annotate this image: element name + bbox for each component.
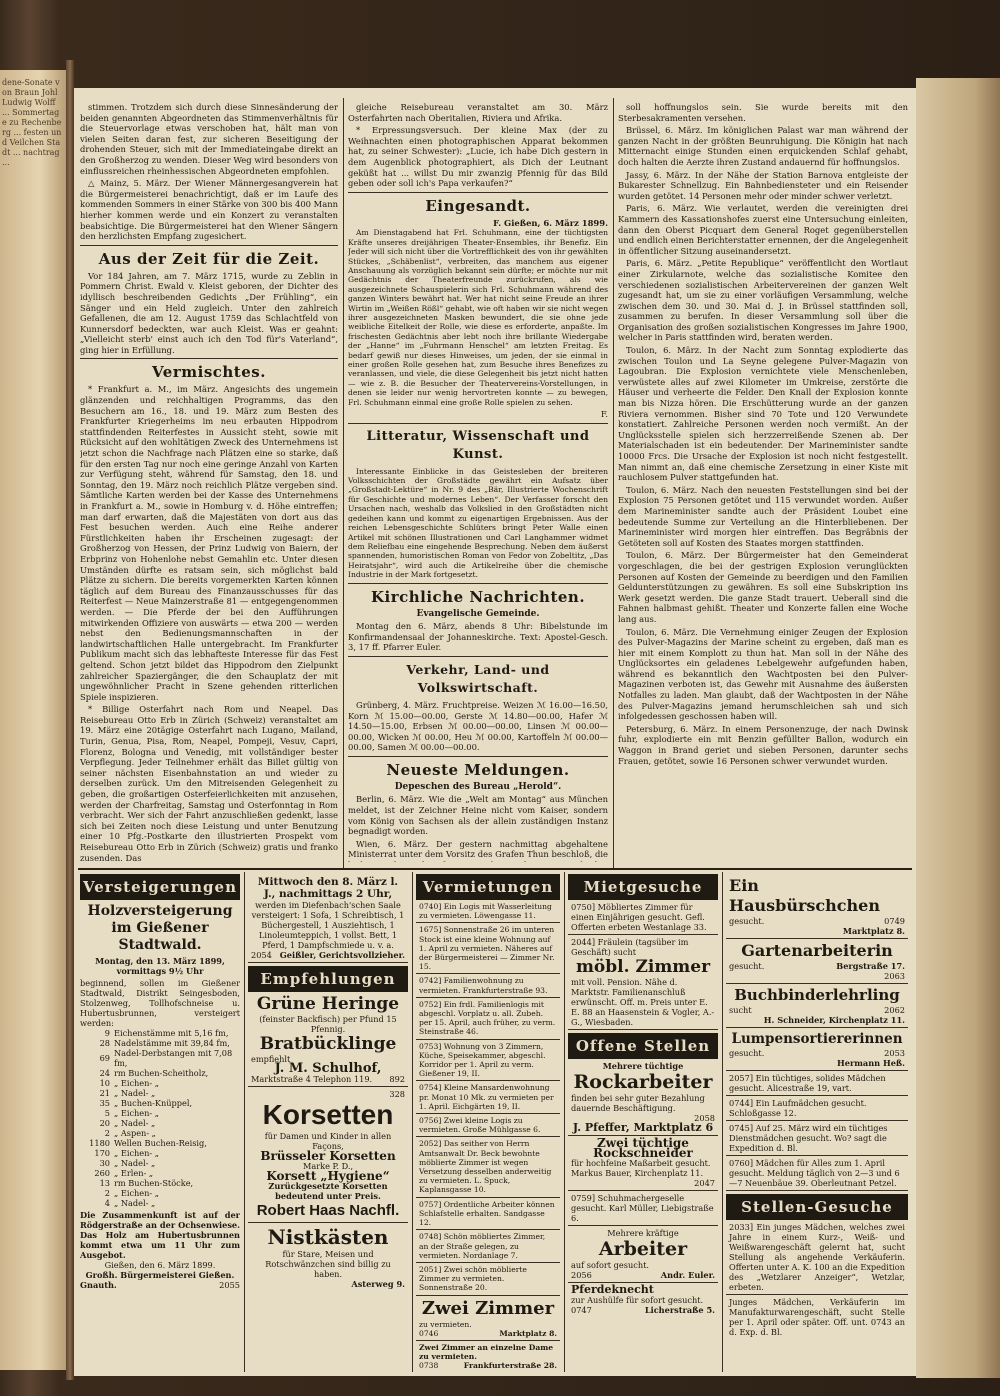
- ad-title: Lumpensortiererinnen: [731, 1031, 903, 1047]
- wood-description: „ Nadel- „: [114, 1118, 156, 1128]
- ad-text: 2044] Fräulein (tagsüber im Geschäft) sucht: [571, 937, 689, 957]
- article-text: Toulon, 6. März. Die Vernehmung einiger Zeugen der Explosion des Pulver-Magazins der Marine scheint zu ergeben, daß man es hier mit einem Komplott zu thun hat. Man soll in der Nähe des Unglücksortes ein geladenes Lebelgewehr aufgefunden haben, während es bekanntlich den Wachtposten bei den Pulver-Magazinen verboten ist, das Gewehr mit Ausnahme des äußersten Notfalles zu laden. Man glaubt, daß der Wachtposten in der Nähe des Pulver-Magazins jemand herumschleichen sah und sich infolgedessen geschossen haben will.: [618, 626, 908, 722]
- ad-number: 0746: [419, 1328, 439, 1338]
- article-text: Paris, 6. März. „Petite Republique“ veröffentlicht den Wortlaut einer Zirkularnote, welche das sozialistische Komitee den verschiedenen sozialistischen Arbeitervereinen der ganzen Welt zugesandt hat, um sie zu einer vorläufigen Versammlung, welche zwischen dem 30. und 30. Mai d. J. in Brüssel stattfinden soll, zusammen zu berufen. In dieser Versammlung soll über die Organisation des großen sozialistischen Kongresses im Jahre 1900, welcher in Paris stattfinden wird, beraten werden.: [618, 258, 908, 343]
- wood-description: rm Buchen-Scheitholz,: [114, 1068, 209, 1078]
- section-heading: Neueste Meldungen.: [386, 760, 570, 779]
- wood-quantity: 24: [99, 1068, 110, 1078]
- subheading: Depeschen des Bureau „Herold“.: [394, 781, 562, 792]
- column-rule: [564, 872, 565, 1372]
- ad-signature: Großh. Bürgermeisterei Gießen.: [85, 1270, 235, 1280]
- ad-text: Junges Mädchen, Verkäuferin im Manufakturwarengeschäft, sucht Stelle per 1. April oder später. Off. unt. 0743 an d. Exp. d. Bl.: [729, 1297, 905, 1337]
- wood-list-row: [80, 1118, 240, 1128]
- ad-column-gesuche: [726, 874, 908, 1372]
- section-heading: Litteratur, Wissenschaft und Kunst.: [366, 428, 590, 462]
- ad-number: 0749: [884, 916, 905, 926]
- rental-ad: 0757] Ordentliche Arbeiter können Schlafstelle erhalten. Sandgasse 12.: [416, 1198, 560, 1231]
- ad-number: 328: [389, 1089, 405, 1099]
- dateline: F. Gießen, 6. März 1899.: [493, 217, 608, 228]
- ad-number: 0747: [571, 1305, 592, 1315]
- ad-text: gesucht.: [729, 961, 765, 971]
- ad-title: Zwei tüchtige Rockschneider: [593, 1136, 693, 1160]
- article-text: Toulon, 6. März. In der Nacht zum Sonntag explodierte das zwischen Toulon und La Seyne gelegene Pulver-Magazin von Lagoubran. Die Explosion vernichtete viele Menschenleben, verwüstete alles auf zwei Kilometer im Umkreise, zerstörte die Häuser und verheerte die Felder. Den Knall der Explosion konnte man bis Nizza hören. Die Erschütterung wurde an der ganzen Riviera vernommen. Bisher sind 70 Tote und 120 Verwundete konstatiert. Zahlreiche Personen werden noch vermißt. An der Unglücksstelle spielen sich herzzerreißende Szenen ab. Der Materialschaden ist ein bedeutender. Der Marineminister sandte 10000 Frcs. Die Ursache der Explosion ist noch nicht festgestellt. Man nimmt an, daß eine chemische Zersetzung in einer Kiste mit rauchlosem Pulver stattgefunden hat.: [618, 345, 908, 483]
- column-rule: [412, 872, 413, 1372]
- section-heading: Verkehr, Land- und Volkswirtschaft.: [406, 661, 550, 695]
- ad-lumpen: [726, 1028, 908, 1071]
- wood-quantity: 20: [99, 1118, 110, 1128]
- section-heading: Vermischtes.: [152, 363, 266, 382]
- ad-title: Grüne Heringe: [256, 994, 400, 1014]
- wood-description: rm Buchen-Stöcke,: [114, 1178, 194, 1188]
- column-1: [80, 102, 338, 862]
- ad-title: Korsetten: [262, 1099, 394, 1130]
- ad-buchbinder: [726, 984, 908, 1028]
- section-heading: Kirchliche Nachrichten.: [370, 587, 586, 606]
- ad-title: Pferdeknecht: [571, 1283, 654, 1296]
- wood-description: „ Eichen- „: [114, 1078, 160, 1088]
- ad-address: Asterweg 9.: [351, 1279, 405, 1289]
- ad-address: Frankfurterstraße 28.: [463, 1361, 557, 1371]
- ad-text: empfiehlt: [251, 1054, 291, 1064]
- small-ad: 2057] Ein tüchtiges, solides Mädchen gesucht. Alicestraße 19, vart.: [726, 1071, 908, 1096]
- ad-title: Holzversteigerung im Gießener Stadtwald.: [87, 903, 233, 953]
- ad-signature: J. Pfeffer, Marktplatz 6: [572, 1121, 714, 1134]
- wood-list-row: [80, 1108, 240, 1118]
- divider: [348, 423, 608, 424]
- ad-text: für hochfeine Maßarbeit gesucht. Markus Bauer, Kirchenplatz 11.: [571, 1158, 711, 1178]
- wood-quantity: 2: [104, 1128, 110, 1138]
- column-rule: [244, 872, 245, 1372]
- ad-title: Korsett „Hygiene“: [266, 1169, 390, 1183]
- ad-zwei-zimmer: [416, 1296, 560, 1341]
- wood-list-row: [80, 1048, 240, 1068]
- rental-ad: 1675] Sonnenstraße 26 im unteren Stock ist eine kleine Wohnung auf 1. April zu vermieten. Näheres auf der Bürgermeisterei — Zimmer Nr. 15.: [416, 923, 560, 974]
- divider: [80, 245, 338, 246]
- newspaper-page: [74, 88, 916, 1376]
- rental-ad: 2052] Das seither von Herrn Amtsanwalt Dr. Beck bewohnte möblierte Zimmer ist wegen Versetzung desselben anderweitig zu vermieten. L. Spuck, Kaplansgasse 10.: [416, 1137, 560, 1197]
- divider: [348, 756, 608, 757]
- ad-column-empfehlungen: [248, 874, 408, 1372]
- ad-text: Zwei Zimmer an einzelne Dame zu vermieten.: [419, 1342, 554, 1362]
- rental-ad: 0756] Zwei kleine Logis zu vermieten. Große Mühlgasse 6.: [416, 1114, 560, 1137]
- divider: [348, 192, 608, 193]
- ad-address: H. Schneider, Kirchenplatz 11.: [763, 1015, 905, 1025]
- column-rule: [343, 98, 344, 868]
- ad-signature: Robert Haas Nachfl.: [256, 1202, 400, 1219]
- page-edges: [916, 78, 1000, 1378]
- small-ad: 0744] Ein Laufmädchen gesucht. Schloßgasse 12.: [726, 1096, 908, 1121]
- ad-signature: Geißler, Gerichtsvollzieher.: [279, 950, 405, 960]
- wood-list-row: [80, 1078, 240, 1088]
- wood-quantity: 35: [99, 1098, 110, 1108]
- section-banner: Versteigerungen: [80, 874, 240, 900]
- article-text: Toulon, 6. März. Nach den neuesten Feststellungen sind bei der Explosion 75 Personen getötet und 115 verwundet worden. Außer dem Marineminister sandte auch der Präsident Loubet eine bedeutende Summe zur Verteilung an die Hinterbliebenen. Der Marineminister wird morgen hier eintreffen. Das Begräbnis der Getöteten soll auf Kosten des Staates morgen stattfinden.: [618, 484, 908, 548]
- ad-text: sucht: [729, 1005, 752, 1015]
- wood-description: „ Buchen-Knüppel,: [114, 1098, 193, 1108]
- ad-text: (feinster Backfisch) per Pfund 15 Pfennig.: [259, 1014, 397, 1034]
- ad-column-vermietungen: [416, 874, 560, 1372]
- divider: [80, 358, 338, 359]
- ad-title: Rockarbeiter: [573, 1071, 713, 1093]
- wood-description: „ Nadel- „: [114, 1088, 156, 1098]
- article-text: * Billige Osterfahrt nach Rom und Neapel. Das Reisebureau Otto Erb in Zürich (Schweiz) veranstaltet am 19. März eine 20tägige Osterfahrt nach Lugano, Mailand, Turin, Genua, Pisa, Rom, Neapel, Pompeji, Vesuv, Capri, Florenz, Bologna und Venedig, mit vollständiger bester Verpflegung. Jeder Teilnehmer erhält das Billet gültig von seiner nächsten Eisenbahnstation an und wieder zu derselben zurück. Um den Mitreisenden Gelegenheit zu geben, die großartigen Osterfeierlichkeiten mit anzusehen, werden der Charfreitag, Samstag und Osterfonntag in Rom verbracht. Wer sich der Fahrt anzuschließen gedenkt, lasse sich bei Zeiten noch diese Leistung und unter Benutzung einer 10 Pfg.-Postkarte den illustrierten Prospekt vom Reisebureau Otto Erb in Zürich (Schweiz) gratis und franko zusenden. Das: [80, 704, 338, 862]
- ad-address: Marktplatz 8.: [842, 926, 905, 936]
- ad-title: Zwei Zimmer: [421, 1297, 555, 1319]
- wood-quantity: 170: [94, 1148, 110, 1158]
- divider: [348, 656, 608, 657]
- ad-text: mit voll. Pension. Nähe d. Marktstr. Familienanschluß erwünscht. Off. m. Preis unter E. E. 88 an Haasenstein & Vogler, A.-G., Wiesbaden.: [571, 977, 715, 1027]
- ad-number: 2062: [884, 1005, 905, 1015]
- signature: F.: [600, 409, 608, 420]
- wood-description: Nadel-Derbstangen mit 7,08 fm,: [114, 1048, 233, 1068]
- wood-quantity: 5: [104, 1108, 110, 1118]
- wood-description: „ Eichen- „: [114, 1188, 160, 1198]
- ad-arbeiter: [568, 1226, 718, 1283]
- article-text: Interessante Einblicke in das Geistesleben der breiteren Volksschichten der Großstädte gewährt ein Aufsatz über „Großstadt-Lektüre“ in Nr. 9 des „Bär, Illustrierte Wochenschrift für Geschichte und modernes Leben“. Der Verfasser forscht den Ursachen nach, weshalb das Volkslied in den Großstädten nicht gedeihen kann und kommt zu eigenartigen Ergebnissen. Aus der reichen Lebensgeschichte Schlüters bringt Peter Walle einen Artikel mit schönen Illustrationen und Carl Langhammer widmet dem Reliefbau eine eingehende Besprechung. Neben dem äußerst spannenden, humoristischen Roman von Fedor von Zobeltitz, „Das Heiratsjahr“, wird auch die Artikelreihe über die chemische Industrie in der Mark fortgesetzt.: [348, 466, 608, 580]
- ad-pferdeknecht: [568, 1283, 718, 1317]
- ad-text: für Stare, Meisen und Rotschwänzchen sind billig zu haben.: [265, 1249, 391, 1279]
- ad-text: Mehrere tüchtige: [602, 1061, 684, 1071]
- ad-number: 2054: [251, 950, 272, 960]
- wood-list-row: [80, 1178, 240, 1188]
- ad-title: möbl. Zimmer: [575, 957, 711, 977]
- section-banner: Stellen-Gesuche: [726, 1194, 908, 1220]
- ad-text: gesucht.: [729, 916, 765, 926]
- wood-description: Eichenstämme mit 5,16 fm,: [114, 1028, 229, 1038]
- rental-ad: 0754] Kleine Mansardenwohnung pr. Monat 10 Mk. zu vermieten per 1. April. Eichgärten 19, II.: [416, 1081, 560, 1114]
- ad-text: zu vermieten.: [419, 1319, 472, 1329]
- ad-title: Nistkästen: [267, 1225, 389, 1249]
- ad-text: für Damen und Kinder in allen Façons,: [264, 1131, 392, 1151]
- section-banner: Vermietungen: [416, 874, 560, 900]
- article-text: Jassy, 6. März. In der Nähe der Station Barnova entgleiste der Bukarester Schnellzug. Ein Bahnbediensteter und ein Reisender wurden getötet. 14 Personen mehr oder minder schwer verletzt.: [618, 169, 908, 201]
- small-ad: 0745] Auf 25. März wird ein tüchtiges Dienstmädchen gesucht. Wo? sagt die Expedition d. Bl.: [726, 1121, 908, 1156]
- article-text: Montag den 6. März, abends 8 Uhr: Bibelstunde im Konfirmandensaal der Johanneskirche. Text: Apostel-Gesch. 3, 17 ff. Pfarrer Euler.: [348, 621, 608, 653]
- wood-list-row: [80, 1028, 240, 1038]
- ad-number: 2055: [219, 1280, 240, 1290]
- wood-list-row: [80, 1128, 240, 1138]
- wood-quantity: 4: [104, 1198, 110, 1208]
- wood-quantity: 69: [99, 1053, 110, 1063]
- ad-text: zur Aushülfe für sofort gesucht.: [571, 1295, 704, 1305]
- ad-moebl-zimmer: [568, 935, 718, 1030]
- divider: [348, 583, 608, 584]
- wood-description: „ Erlen- „: [114, 1168, 154, 1178]
- rental-ad: 0753] Wohnung von 3 Zimmern, Küche, Speisekammer, abgeschl. Korridor per 1. April zu verm. Gießener 19, II.: [416, 1040, 560, 1082]
- section-heading: Eingesandt.: [425, 196, 531, 215]
- ad-text: gesucht.: [729, 1048, 765, 1058]
- wood-quantity: 28: [99, 1038, 110, 1048]
- wood-description: „ Aspen- „: [114, 1128, 156, 1138]
- rental-list: [416, 900, 560, 1296]
- ad-gartenarbeiterin: [726, 939, 908, 984]
- ad-address: Licherstraße 5.: [644, 1305, 715, 1315]
- book-spine: [66, 60, 74, 1380]
- section-banner: Empfehlungen: [248, 966, 408, 992]
- small-ads-list: [726, 1071, 908, 1191]
- ad-text: beginnend, sollen im Gießener Stadtwald, Distrikt Seingesboden, Stolzenweg, Tollhofschneise u. Hubertusbrunnen, versteigert werden:: [80, 978, 240, 1028]
- left-page-fragment: [0, 70, 66, 1370]
- article-text: soll hoffnungslos sein. Sie wurde bereits mit den Sterbesakramenten versehen.: [618, 102, 908, 123]
- ad-nistkaesten: [248, 1223, 408, 1291]
- ad-number: 892: [389, 1074, 405, 1084]
- article-text: Toulon, 6. März. Der Bürgermeister hat den Gemeinderat vorgeschlagen, die bei der gestrigen Explosion verunglückten Personen auf Kosten der Gemeinde zu beerdigen und den Familien Geldunterstützungen zu gewähren. Es soll eine Subskription ins Werk gesetzt werden. Die ganze Stadt trauert. Ueberall sind die Fahnen halbmast gehißt. Theater und Konzerte fallen eine Woche lang aus.: [618, 550, 908, 624]
- wood-quantity: 30: [99, 1158, 110, 1168]
- ad-title: Ein Hausbürschchen: [729, 876, 880, 915]
- ad-text: finden bei sehr guter Bezahlung dauernde Beschäftigung.: [571, 1093, 705, 1113]
- ad-number: 2053: [884, 1048, 905, 1058]
- ad-signature: J. M. Schulhof,: [274, 1061, 382, 1076]
- left-page-text: dene-Sonate von Braun Johl Ludwig Wolff ... Sommertage zu Rechenberg ... festen und Veilchen Stadt ... nachtrag ...: [2, 78, 62, 167]
- article-text: stimmen. Trotzdem sich durch diese Sinnesänderung der beiden genannten Abgeordneten das Stimmenverhältnis für die Steuervorlage etwas verschoben hat, hält man von vielen Seiten daran fest, zur sicheren Beseitigung der drohenden Steuer, sich mit der Immediateingabe direkt an den Großherzog zu wenden. Dieser Weg wird besonders von einflussreichen rheinhessischen Abgeordneten empfohlen.: [80, 102, 338, 176]
- wood-description: Wellen Buchen-Reisig,: [114, 1138, 207, 1148]
- column-3: [618, 102, 908, 862]
- ad-title: Brüsseler Korsetten: [260, 1149, 396, 1163]
- ad-text: 0759] Schuhmachergeselle gesucht. Karl Müller, Liebigstraße 6.: [568, 1191, 718, 1226]
- ad-number: 2047: [694, 1178, 715, 1188]
- article-text: Am Dienstagabend hat Frl. Schuhmann, eine der tüchtigsten Kräfte unseres dreijährigen Theater-Ensembles, ihr Benefiz. Ein Jeder will sich nicht über die Vortrefflichkeit des von ihr gewählten Stückes, „Schäbenlist“, verbreiten, das manchem aus eigener Anschauung als vorzüglich bekannt sein dürfte; er möchte nur mit Gedächtnis der Theaterfreunde zurückrufen, als wie ausgezeichnete Schauspielerin sich Frl. Schuhmann während des ganzen Winters bewährt hat. Wer hat nicht seine Freude an ihrer Wirtin im „Weißen Rößl“ gehabt, wie oft haben wir sie nicht wegen ihrer ausgezeichneten Masken bewundert, die sie ohne jede weibliche Eitelkeit der Rolle, wie diese es erforderte, anpaßte. Im frischesten Gedächtnis aber lebt noch ihre brillante Wiedergabe der „Hanne“ im „Fuhrmann Henschel“ am letzten Freitag. Es bedarf gewiß nur dieses Hinweises, um jeden, der sie einmal in einer großen Rolle gesehen hat, zum Besuche ihres Benefizes zu veranlassen, und viele, die diese Gelegenheit bis jetzt nicht hatten — wie z. B. die Besucher der Theatervereins-Vorstellungen, in denen sie leider nur wenig hervortreten konnte — zu bewegen, Frl. Schuhmann einmal eine große Rolle spielen zu sehen.: [348, 228, 608, 407]
- rental-ad: 0748] Schön möbliertes Zimmer, an der Straße gelegen, zu vermieten. Nordanlage 7.: [416, 1230, 560, 1263]
- rental-ad: 0742] Familienwohnung zu vermieten. Frankfurterstraße 93.: [416, 974, 560, 997]
- ad-signature: Gnauth.: [80, 1280, 117, 1290]
- wood-list-row: [80, 1168, 240, 1178]
- article-text: gleiche Reisebureau veranstaltet am 30. März Osterfahrten nach Oberitalien, Riviera und Afrika.: [348, 102, 608, 123]
- wood-list-row: [80, 1158, 240, 1168]
- wood-description: „ Eichen- „: [114, 1148, 160, 1158]
- column-rule: [613, 98, 614, 868]
- ad-heringe: [248, 992, 408, 1087]
- ad-text: Zurückgesetzte Korsetten bedeutend unter Preis.: [268, 1181, 388, 1201]
- wood-description: „ Eichen- „: [114, 1108, 160, 1118]
- rental-ad: 0740] Ein Logis mit Wasserleitung zu vermieten. Löwengasse 11.: [416, 900, 560, 923]
- column-2: [348, 102, 608, 862]
- ad-address: Hermann Heß.: [837, 1058, 905, 1068]
- wood-list: [80, 1028, 240, 1208]
- ad-number: 0738: [419, 1361, 439, 1371]
- article-text: Grünberg, 4. März. Fruchtpreise. Weizen ℳ 16.00—16.50, Korn ℳ 15.00—00.00, Gerste ℳ 14.80—00.00, Hafer ℳ 14.50—15.00, Erbsen ℳ 00.00—00.00, Linsen ℳ 00.00—00.00, Wicken ℳ 00.00, Heu ℳ 00.00, Kartoffeln ℳ 00.00—00.00, Samen ℳ 00.00—00.00.: [348, 699, 608, 753]
- article-text: △ Mainz, 5. März. Der Wiener Männergesangverein hat die Bürgermeisterei benachrichtigt, daß er im Laufe des kommenden Sommers in einer Stärke von 300 bis 400 Mann hierher kommen werde und ein Konzert zu veranstalten beabsichtige. Die Bürgermeisterei hat den Wiener Sängern den herzlichsten Empfang zugesichert.: [80, 178, 338, 242]
- small-ad: 0760] Mädchen für Alles zum 1. April gesucht. Meldung täglich von 2—3 und 6—7 Neuenbäue 39. Oberleutnant Petzel.: [726, 1156, 908, 1191]
- ad-address: Marktplatz 8.: [499, 1328, 557, 1338]
- ad-title: Mittwoch den 8. März l. J., nachmittags 2 Uhr,: [257, 876, 399, 900]
- ad-hausbursche: [726, 874, 908, 939]
- ad-title: Arbeiter: [598, 1238, 688, 1260]
- article-text: Berlin, 6. März. Wie die „Welt am Montag“ aus München meldet, ist der Zeichner Heine nicht vom Kaiser, sondern vom König von Sachsen als der allein zuständigen Instanz begnadigt worden.: [348, 794, 608, 837]
- ad-column-versteigerungen: [80, 874, 240, 1372]
- wood-quantity: 21: [99, 1088, 110, 1098]
- article-text: Wien, 6. März. Der gestern nachmittag abgehaltene Ministerrat unter dem Vorsitz des Grafen Thun beschloß, die: [348, 838, 608, 860]
- ad-text: werden im Diefenbach'schen Saale versteigert: 1 Sofa, 1 Schreibtisch, 1 Büchergestell, 1 Ausziehtisch, 1 Linoleumteppich, 1 vollst. Bett, 1 Pferd, 1 Dampfschmiede u. v. a.: [251, 900, 405, 950]
- wood-quantity: 2: [104, 1188, 110, 1198]
- wood-list-row: [80, 1188, 240, 1198]
- ad-rockschneider: [568, 1136, 718, 1191]
- ad-text: Marke P. D.,: [302, 1161, 354, 1171]
- article-text: * Frankfurt a. M., im März. Angesichts des ungemein glänzenden und reichhaltigen Programms, das den Besuchern am 16., 18. und 19. März zum Besten des Frankfurter Kriegerheims im neu erbauten Hippodrom stattfindenden Reiterfestes in Aussicht steht, sowie mit Rücksicht auf den wohltätigen Zweck des Unternehmens ist jetzt schon die Nachfrage nach Plätzen eine so starke, daß für den ersten Tag nur noch eine geringe Anzahl von Karten zur Verfügung steht, während für Samstag, den 18. und Sonntag, den 19. März noch reichlich Plätze vergeben sind. Sämtliche Karten werden bei der Kasse des Unternehmens in Frankfurt a. M., sowie in Homburg v. d. Höhe eintreffen; man darf erwarten, daß die Majestäten von dort aus das Fest besuchen werden. Auch eine Reihe anderer Fürstlichkeiten haben ihr Erscheinen zugesagt: der Großherzog von Hessen, der Prinz Ludwig von Baiern, der Erbprinz von Hohenlohe nebst Gemahlin etc. Unter diesen Umständen dürfte es ratsam sein, sich möglichst bald Plätze zu sichern. Die bereits vorgemerkten Karten können täglich auf dem Bureau des Finanzausschusses für das Reiterfest — Neue Mainzerstraße 81 — entgegengenommen werden. — Die Pferde der bei den Aufführungen mitwirkenden Offiziere von auswärts — etwa 200 — werden nebst den Bedienungsmannschaften in der landwirtschaftlichen Halle untergebracht. Im Frankfurter Publikum macht sich das lebhafteste Interesse für das Fest geltend. Schon jetzt bildet das Hippodrom den Zielpunkt zahlreicher Spaziergänger, die den Schauplatz der mit ungewöhnlicher Pracht in Szene gehenden ritterlichen Spiele inspizieren.: [80, 384, 338, 702]
- ad-date: Gießen, den 6. März 1899.: [104, 1260, 216, 1270]
- section-banner: Offene Stellen: [568, 1033, 718, 1059]
- ad-date: Montag, den 13. März 1899, vormittags 9½ Uhr: [95, 956, 225, 976]
- ad-text: Mehrere kräftige: [607, 1228, 679, 1238]
- article-text: Vor 184 Jahren, am 7. März 1715, wurde zu Zeblin in Pommern Christ. Ewald v. Kleist geboren, der Dichter des idyllisch beschreibenden Gedichts „Der Frühling“, ein Sänger und ein Held zugleich. Unter den zahlreich Gefallenen, die am 12. August 1759 das Schlachtfeld von Kunnersdorf bedeckten, war auch Kleist. Was er geahnt: „Vielleicht sterb' einst auch ich den Tod für's Vaterland“, ging hier in Erfüllung.: [80, 270, 338, 355]
- ad-korsetten: [248, 1087, 408, 1223]
- ad-title: Gartenarbeiterin: [741, 941, 893, 960]
- wood-list-row: [80, 1198, 240, 1208]
- wood-description: „ Nadel- „: [114, 1158, 156, 1168]
- article-text: Petersburg, 6. März. In einem Personenzuge, der nach Dwinsk fuhr, explodierte ein mit Benzin gefüllter Ballon, wodurch ein Waggon in Brand geriet und sieben Personen, darunter sechs Frauen, getötet, sowie 16 Personen schwer verwundet wurden.: [618, 723, 908, 766]
- ad-address: Bergstraße 17.: [836, 961, 905, 971]
- article-text: Brüssel, 6. März. Im königlichen Palast war man während der ganzen Nacht in der größten Beunruhigung. Die Königin hat nach Mitternacht einige Stunden einen erquickenden Schlaf gehabt, doch halten die Aerzte ihren Zustand andauernd für hoffnungslos.: [618, 125, 908, 167]
- ad-number: 2056: [571, 1270, 592, 1280]
- ad-mittwoch: [248, 874, 408, 963]
- ad-title: Buchbinderlehrling: [734, 986, 900, 1004]
- wood-list-row: [80, 1098, 240, 1108]
- wood-quantity: 13: [99, 1178, 110, 1188]
- wood-quantity: 1180: [89, 1138, 110, 1148]
- wood-list-row: [80, 1068, 240, 1078]
- ad-address: Marktstraße 4 Telephon 119.: [251, 1074, 373, 1084]
- ad-column-mietgesuche: [568, 874, 718, 1372]
- rental-ad: 0752] Ein frdl. Familienlogis mit abgeschl. Vorplatz u. all. Zubeh. per 15. April, auch früher, zu verm. Steinstraße 46.: [416, 998, 560, 1040]
- ads-divider: [78, 868, 912, 870]
- article-text: * Erpressungsversuch. Der kleine Max (der zu Weihnachten einen photographischen Apparat bekommen hat, zu seiner Schwester): „Lucie, ich habe Dich gestern in dem Augenblick photographiert, als Dich der Leutnant geküßt hat ... willst Du mir zwanzig Pfennig für das Bild geben oder soll ich's Papa verkaufen?“: [348, 125, 608, 189]
- ad-number: 2063: [884, 971, 905, 981]
- wood-list-row: [80, 1148, 240, 1158]
- section-heading: Aus der Zeit für die Zeit.: [98, 249, 320, 268]
- wood-list-row: [80, 1038, 240, 1048]
- wood-description: Nadelstämme mit 39,84 fm,: [114, 1038, 230, 1048]
- ad-text: auf sofort gesucht.: [571, 1260, 649, 1270]
- ad-text: 0750] Möbliertes Zimmer für einen Einjährigen gesucht. Gefl. Offerten erbeten Westanlage 33.: [568, 900, 718, 935]
- wood-quantity: 9: [104, 1028, 110, 1038]
- wood-description: „ Nadel- „: [114, 1198, 156, 1208]
- wood-list-row: [80, 1138, 240, 1148]
- ad-number: 2058: [694, 1113, 715, 1123]
- ad-title: Bratbücklinge: [259, 1034, 397, 1054]
- wood-quantity: 10: [99, 1078, 110, 1088]
- column-rule: [722, 872, 723, 1372]
- subheading: Evangelische Gemeinde.: [416, 608, 540, 619]
- wood-list-row: [80, 1088, 240, 1098]
- ad-zwei-zimmer-dame: [416, 1341, 560, 1372]
- section-banner: Mietgesuche: [568, 874, 718, 900]
- ad-text: 2033] Ein junges Mädchen, welches zwei Jahre in einem Kurz-, Weiß- und Weißwarengeschäft gelernt hat, sucht Stellung als angehende Verkäuferin. Offerten unter A. K. 100 an die Expedition des „Wetzlarer Anzeiger“, Wetzlar, erbeten.: [726, 1220, 908, 1295]
- rental-ad: 2051] Zwei schön möblierte Zimmer zu vermieten. Sonnenstraße 20.: [416, 1263, 560, 1296]
- article-text: Paris, 6. März. Wie verlautet, werden die vereinigten drei Kammern des Kassationshofes zuerst eine Untersuchung einleiten, dann den Oberst Picquart dem General Roget gegenüberstellen und endlich einen Berichterstatter ernennen, der die Angelegenheit in öffentlicher Sitzung auseinandersetzt.: [618, 203, 908, 256]
- ad-rockarbeiter: [568, 1059, 718, 1136]
- ad-text: Die Zusammenkunft ist auf der Rödgerstraße an der Ochsenwiese. Das Holz am Hubertusbrunnen kommt etwa um 11 Uhr zum Ausgebot.: [80, 1210, 240, 1260]
- ad-signature: Andr. Euler.: [660, 1270, 715, 1280]
- wood-quantity: 260: [94, 1168, 110, 1178]
